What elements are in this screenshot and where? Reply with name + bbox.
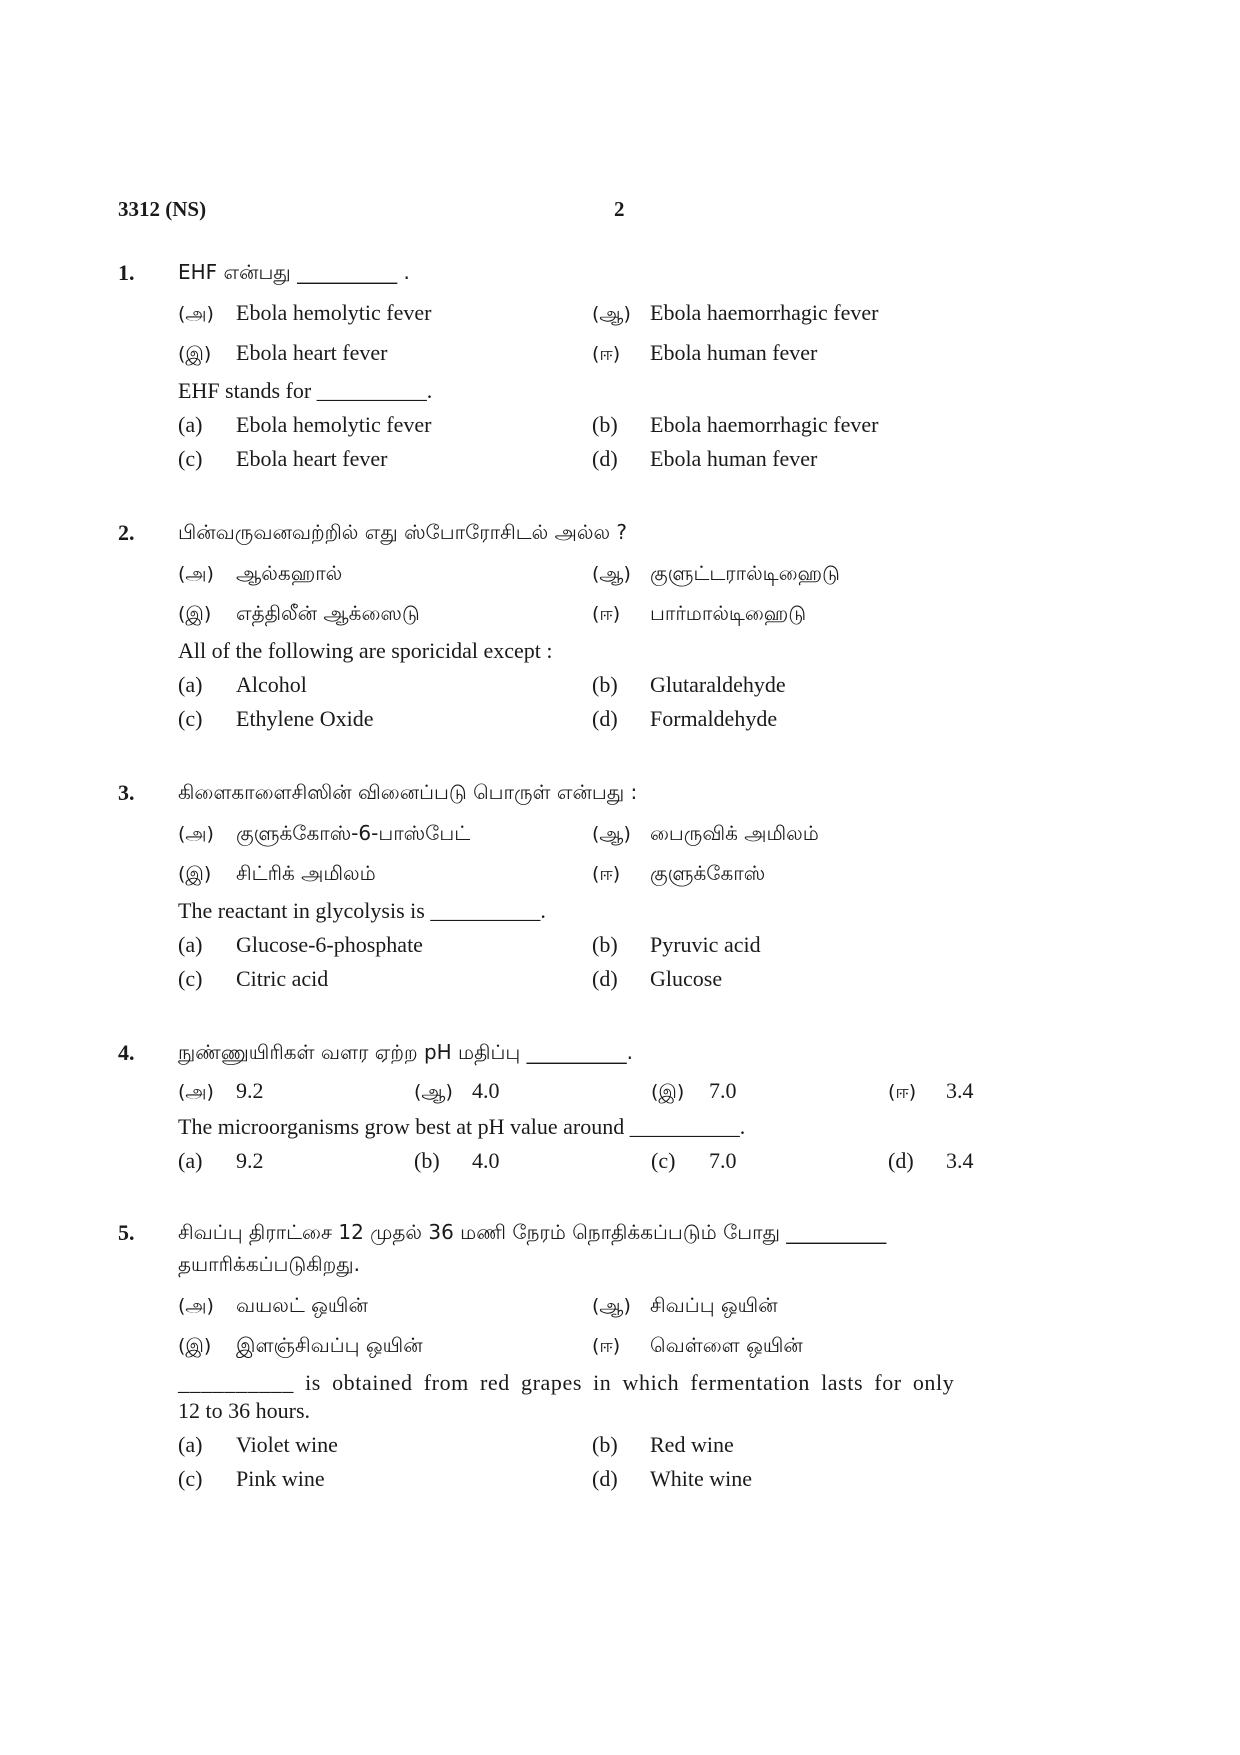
tamil-option-b: [592, 560, 840, 588]
tamil-option-c: [178, 860, 376, 888]
english-option-d: [592, 1466, 752, 1492]
option-label: (இ): [651, 1081, 685, 1103]
tamil-option-d: [592, 1332, 803, 1360]
option-text: Alcohol: [236, 672, 307, 697]
tamil-option-c: [178, 1332, 423, 1360]
option-label: (ஆ): [592, 303, 631, 325]
option-label: (a): [178, 412, 203, 437]
tamil-question: நுண்ணுயிரிகள் வளர ஏற்ற pH மதிப்பு __________.: [178, 1040, 633, 1064]
question-number: 1.: [118, 260, 135, 285]
option-text: Ebola haemorrhagic fever: [650, 300, 879, 325]
english-question: The reactant in glycolysis is __________.: [178, 898, 546, 923]
tamil-option-a: [178, 1078, 264, 1106]
english-option-d: [888, 1148, 974, 1174]
option-text: Ethylene Oxide: [236, 706, 374, 731]
option-text: பார்மால்டிஹைடு: [650, 601, 807, 625]
question-number: 2.: [118, 520, 135, 545]
option-label: (இ): [178, 1335, 212, 1357]
option-label: (ஈ): [592, 1335, 621, 1357]
english-option-b: [592, 932, 761, 958]
tamil-option-d: [592, 860, 765, 888]
option-text: 4.0: [472, 1148, 500, 1173]
english-option-d: [592, 446, 817, 472]
english-question-line-1: __________ is obtained from red grapes in which fermentation lasts for only: [178, 1370, 955, 1395]
question-1: [118, 260, 1078, 480]
option-label: (c): [178, 446, 203, 471]
tamil-question: EHF என்பது __________ .: [178, 260, 410, 284]
option-text: Ebola hemolytic fever: [236, 300, 432, 325]
english-option-b: [414, 1148, 500, 1174]
option-text: 4.0: [472, 1078, 500, 1103]
tamil-option-a: [178, 300, 431, 328]
option-text: Violet wine: [236, 1432, 338, 1457]
option-text: Glucose: [650, 966, 723, 991]
option-text: 9.2: [236, 1078, 264, 1103]
option-text: Ebola heart fever: [236, 340, 388, 365]
tamil-question-line-1: சிவப்பு திராட்சை 12 முதல் 36 மணி நேரம் நொதிக்கப்படும் போது __________: [178, 1220, 887, 1244]
english-question: EHF stands for __________.: [178, 378, 433, 403]
option-text: பைருவிக் அமிலம்: [650, 821, 819, 845]
option-text: வெள்ளை ஒயின்: [650, 1333, 803, 1357]
option-text: Glutaraldehyde: [650, 672, 786, 697]
question-number: 3.: [118, 780, 135, 805]
option-text: Ebola human fever: [650, 340, 818, 365]
option-text: Red wine: [650, 1432, 734, 1457]
tamil-option-c: [178, 340, 387, 368]
option-text: Ebola human fever: [650, 446, 818, 471]
english-option-c: [178, 446, 387, 472]
option-text: குளுட்டரால்டிஹைடு: [650, 561, 840, 585]
option-label: (ஈ): [592, 603, 621, 625]
option-label: (அ): [178, 303, 214, 325]
option-text: குளுக்கோஸ்: [650, 861, 766, 885]
page-header: [118, 197, 678, 227]
option-text: 9.2: [236, 1148, 264, 1173]
option-text: Citric acid: [236, 966, 329, 991]
option-text: இளஞ்சிவப்பு ஒயின்: [236, 1333, 423, 1357]
option-text: White wine: [650, 1466, 753, 1491]
tamil-option-b: [592, 1292, 778, 1320]
english-option-c: [178, 1466, 325, 1492]
option-text: ஆல்கஹால்: [236, 561, 343, 585]
tamil-option-b: [414, 1078, 500, 1106]
option-text: 3.4: [946, 1148, 974, 1173]
option-text: குளுக்கோஸ்-6-பாஸ்பேட்: [236, 821, 471, 845]
option-text: வயலட் ஒயின்: [236, 1293, 368, 1317]
option-label: (a): [178, 932, 203, 957]
question-2: [118, 520, 1078, 740]
tamil-option-d: [592, 340, 817, 368]
option-label: (இ): [178, 603, 212, 625]
option-label: (ஆ): [414, 1081, 453, 1103]
tamil-question: பின்வருவனவற்றில் எது ஸ்போரோசிடல் அல்ல ?: [178, 520, 628, 544]
option-label: (b): [592, 1432, 618, 1457]
english-option-a: [178, 1148, 264, 1174]
option-label: (c): [178, 966, 203, 991]
option-label: (ஈ): [592, 343, 621, 365]
option-label: (ஈ): [888, 1081, 917, 1103]
option-label: (ஆ): [592, 563, 631, 585]
page-number: 2: [614, 197, 625, 221]
tamil-option-b: [592, 300, 878, 328]
option-label: (d): [592, 1466, 618, 1491]
tamil-option-c: [651, 1078, 737, 1106]
english-question-line-2: 12 to 36 hours.: [178, 1398, 310, 1423]
question-number: 4.: [118, 1040, 135, 1065]
tamil-option-a: [178, 560, 342, 588]
english-option-a: [178, 1432, 338, 1458]
option-label: (இ): [178, 863, 212, 885]
english-option-c: [178, 966, 328, 992]
option-label: (ஈ): [592, 863, 621, 885]
tamil-option-d: [888, 1078, 974, 1106]
option-label: (c): [178, 706, 203, 731]
tamil-question-line-2: தயாரிக்கப்படுகிறது.: [178, 1252, 360, 1276]
option-text: எத்திலீன் ஆக்ஸைடு: [236, 601, 420, 625]
option-text: Pyruvic acid: [650, 932, 761, 957]
english-option-c: [651, 1148, 737, 1174]
option-text: Formaldehyde: [650, 706, 778, 731]
option-label: (b): [414, 1148, 440, 1173]
option-label: (இ): [178, 343, 212, 365]
english-option-a: [178, 932, 423, 958]
option-label: (b): [592, 932, 618, 957]
english-question: The microorganisms grow best at pH value around __________.: [178, 1114, 746, 1139]
question-4: [118, 1040, 1078, 1180]
paper-code: 3312 (NS): [118, 197, 207, 221]
option-label: (a): [178, 1148, 203, 1173]
option-label: (அ): [178, 1081, 214, 1103]
option-text: Glucose-6-phosphate: [236, 932, 423, 957]
option-label: (c): [651, 1148, 676, 1173]
option-label: (அ): [178, 563, 214, 585]
english-option-a: [178, 672, 307, 698]
option-label: (c): [178, 1466, 203, 1491]
option-text: Ebola heart fever: [236, 446, 388, 471]
option-label: (ஆ): [592, 1295, 631, 1317]
option-text: 3.4: [946, 1078, 974, 1103]
option-text: Pink wine: [236, 1466, 325, 1491]
english-question: All of the following are sporicidal except :: [178, 638, 553, 663]
option-text: Ebola hemolytic fever: [236, 412, 432, 437]
option-label: (a): [178, 672, 203, 697]
tamil-option-a: [178, 820, 470, 848]
tamil-option-c: [178, 600, 420, 628]
english-option-b: [592, 672, 786, 698]
tamil-option-b: [592, 820, 819, 848]
option-label: (d): [592, 706, 618, 731]
option-label: (b): [592, 412, 618, 437]
english-option-c: [178, 706, 373, 732]
option-label: (அ): [178, 823, 214, 845]
question-5: [118, 1220, 1078, 1520]
tamil-option-a: [178, 1292, 368, 1320]
english-option-b: [592, 412, 878, 438]
tamil-question: கிளைகாளைசிஸின் வினைப்படு பொருள் என்பது :: [178, 780, 638, 804]
english-option-b: [592, 1432, 734, 1458]
option-text: சிட்ரிக் அமிலம்: [236, 861, 376, 885]
option-text: 7.0: [709, 1078, 737, 1103]
english-option-d: [592, 966, 722, 992]
option-text: 7.0: [709, 1148, 737, 1173]
english-option-a: [178, 412, 431, 438]
option-label: (a): [178, 1432, 203, 1457]
option-label: (ஆ): [592, 823, 631, 845]
option-text: Ebola haemorrhagic fever: [650, 412, 879, 437]
option-label: (b): [592, 672, 618, 697]
option-label: (அ): [178, 1295, 214, 1317]
option-text: சிவப்பு ஒயின்: [650, 1293, 778, 1317]
question-number: 5.: [118, 1220, 135, 1245]
english-option-d: [592, 706, 777, 732]
tamil-option-d: [592, 600, 806, 628]
option-label: (d): [592, 966, 618, 991]
question-3: [118, 780, 1078, 1000]
option-label: (d): [592, 446, 618, 471]
option-label: (d): [888, 1148, 914, 1173]
